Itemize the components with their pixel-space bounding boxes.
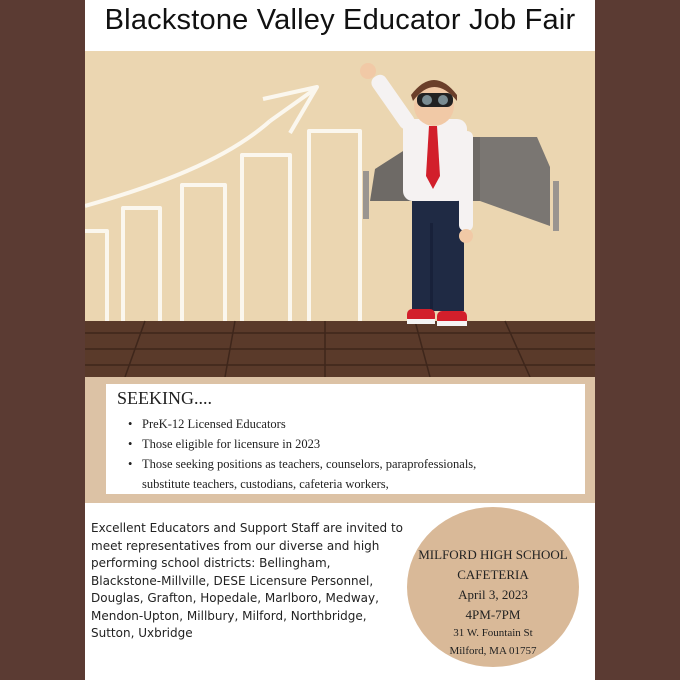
list-item: • Those eligible for licensure in 2023 <box>128 437 321 451</box>
description-line: Sutton, Uxbridge <box>91 626 193 640</box>
poster-title: Blackstone Valley Educator Job Fair <box>104 4 576 36</box>
seeking-heading: SEEKING.... <box>117 388 212 408</box>
venue-name: MILFORD HIGH SCHOOL <box>418 547 568 562</box>
hero-photo <box>85 51 595 377</box>
event-date: April 3, 2023 <box>458 587 528 602</box>
venue-street: 31 W. Fountain St <box>453 627 533 639</box>
seeking-list <box>128 414 578 494</box>
description-line: Mendon-Upton, Millbury, Milford, Northbridge, <box>91 608 367 623</box>
event-time: 4PM-7PM <box>465 607 521 622</box>
description-line: Excellent Educators and Support Staff are invited to <box>91 521 403 535</box>
description-line: Douglas, Grafton, Hopedale, Marlboro, Medway, <box>91 591 379 605</box>
venue-room: CAFETERIA <box>457 567 529 582</box>
description-text <box>91 520 416 643</box>
seeking-band <box>85 377 595 503</box>
description-line: performing school districts: Bellingham, <box>91 556 331 570</box>
list-item: • PreK-12 Licensed Educators <box>128 417 286 431</box>
description-line: Blackstone-Millville, DESE Licensure Personnel, <box>91 573 374 588</box>
description-line: meet representatives from our diverse and high <box>91 538 380 553</box>
job-fair-poster <box>85 0 595 680</box>
event-details-circle <box>407 507 579 667</box>
list-item: • Those seeking positions as teachers, counselors, paraprofessionals, substitute teachers, custodians, cafeteria workers, <box>128 457 477 491</box>
seeking-box <box>106 384 585 494</box>
child-pilot-illustration <box>85 51 595 377</box>
venue-city: Milford, MA 01757 <box>449 645 537 657</box>
